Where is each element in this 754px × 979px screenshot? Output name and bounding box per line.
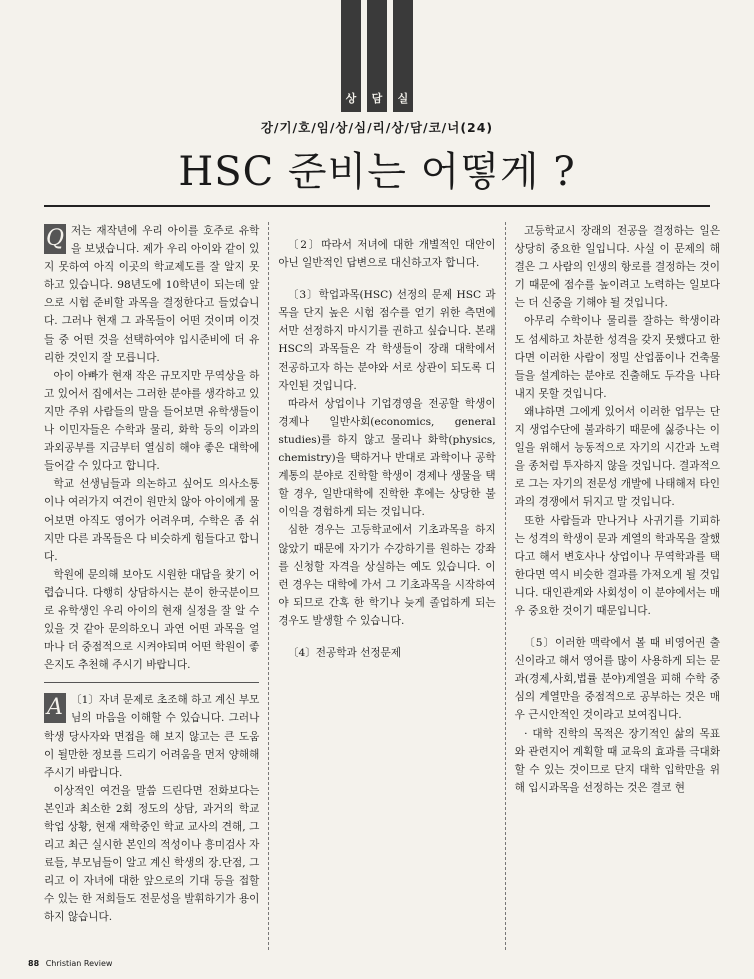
article-body [44, 222, 720, 950]
question-dropcap: Q [44, 224, 66, 254]
answer-paragraph: 〔1〕자녀 문제로 초조해 하고 계신 부모님의 마음을 이해할 수 있습니다. 그러나 학생 당사자와 면접을 해 보지 않고는 큰 도움이 될만한 정보를 드리기 어려움을 먼저 양해해 주시기 바랍니다. [44, 694, 260, 779]
section-tab-label: 담 [371, 92, 383, 105]
section-tab [341, 0, 361, 112]
answer-paragraph: 〔5〕이러한 맥락에서 볼 때 비영어권 출신이라고 해서 영어를 많이 사용하게 되는 문과(경제,사회,법률 분야)계열을 피해 수학 중심의 계열만을 중점적으로 공부하는 것은 매우 근시안적인 것이라고 보여집니다. [514, 637, 720, 722]
section-tab-label: 실 [397, 92, 409, 105]
qa-divider [44, 682, 259, 683]
answer-paragraph: 〔2〕따라서 저녀에 대한 개별적인 대안이 아닌 일반적인 답변으로 대신하고자 합니다. [278, 239, 496, 270]
answer-paragraph: 이상적인 여건을 말씀 드린다면 전화보다는 본인과 최소한 2회 정도의 상담, 과거의 학교 학업 상황, 현재 재학중인 학교 교사의 견해, 그리고 최근 실시한 본인의 적성이나 흥미검사 자료들, 부모님들이 알고 계신 학생의 장.단점, 그리고 이 자녀에 대한 앞으로의 기대 등을 접할 수 있는 한 저희들도 전문성을 발휘하기가 용이하지 않습니다. [44, 784, 260, 924]
column-subtitle: 강/기/호/임/상/심/리/상/담/코/너(24) [260, 120, 494, 135]
answer-paragraph: 또한 사람들과 만나거나 사귀기를 기피하는 성격의 학생이 문과 계열의 학과목을 잘했다고 해서 변호사나 상업이나 무역학과를 택한다면 역시 비슷한 결과를 가져오게 될 것입니다. 대인관계와 사회성이 이 분야에서는 매우 중요한 것이기 때문입니다. [514, 514, 720, 617]
article-title: HSC 준비는 어떻게 ? [178, 149, 576, 195]
title-divider [44, 205, 710, 207]
answer-paragraph: · 대학 진학의 목적은 장기적인 삶의 목표와 관련지어 계획할 때 교육의 효과를 극대화 할 수 있는 것이므로 단지 대학 입학만을 위해 입시과목을 선정하는 것은 결코 현 [514, 727, 720, 794]
page-number: 88 [28, 959, 40, 968]
answer-paragraph: 따라서 상업이나 기업경영을 전공할 학생이 경제나 일반사회(economics, general studies)를 하지 않고 물리나 화학(physics, chemistry)을 택하거나 반대로 과학이나 공학 계통의 분야로 진학할 학생이 경제나 생물을 택할 경우, 일반대학에 진학한 후에는 상당한 불이익을 경험하게 되는 것입니다. [278, 397, 496, 519]
answer-paragraph: 왜냐하면 그에게 있어서 이러한 업무는 단지 생업수단에 불과하기 때문에 싫증나는 이 일을 위해서 능동적으로 자기의 시간과 노력을 종처럼 투자하지 않을 것입니다. 결과적으로 그는 자기의 전문성 개발에 나태해져 타인과의 경쟁에서 뒤지고 말 것입니다. [514, 405, 720, 509]
section-tab [367, 0, 387, 112]
section-tab-label: 상 [345, 92, 357, 105]
question-paragraph: 학교 선생님들과 의논하고 싶어도 의사소통이나 여러가지 여건이 원만치 않아 아이에게 물어보면 아직도 영어가 어려우며, 수학은 좀 쉬지만 다른 과목들은 다 비슷하게 힘들다고 합니다. [44, 478, 260, 563]
column-1 [44, 222, 268, 950]
section-tab [393, 0, 413, 112]
column-3 [505, 222, 720, 950]
answer-paragraph: 〔3〕학업과목(HSC) 선정의 문제 HSC 과목을 단지 높은 시험 점수를 얻기 위한 측면에서만 선정하지 마시기를 권하고 싶습니다. 본래 HSC의 과목들은 각 학생들이 장래 대학에서 전공하고자 하는 분야와 서로 상관이 되도록 디자인된 것입니다. [278, 289, 496, 392]
answer-paragraph: 아무리 수학이나 물리를 잘하는 학생이라도 섬세하고 차분한 성격을 갖지 못했다고 한다면 이러한 사람이 정밀 산업품이나 건축물들을 설계하는 분야로 진출해도 두각을 나타내지 못할 것입니다. [514, 315, 720, 400]
answer-paragraph: 고등학교시 장래의 전공을 결정하는 일은 상당히 중요한 일입니다. 사실 이 문제의 해결은 그 사람의 인생의 항로를 결정하는 것이기 때문에 점수를 높이려고 노력하는 일보다는 더 신중을 기해야 될 것입니다. [514, 225, 720, 310]
answer-paragraph: 심한 경우는 고등학교에서 기초과목을 하지 않았기 때문에 자기가 수강하기를 원하는 강좌를 신청할 자격을 상실하는 예도 있습니다. 이런 경우는 대학에 가서 그 기초과목을 시작하여야 되므로 간혹 한 학기나 늦게 졸업하게 되는 경우도 발생할 수 있습니다. [278, 524, 496, 627]
column-2 [268, 222, 504, 950]
section-header-bars [341, 0, 413, 112]
answer-dropcap: A [44, 693, 66, 723]
question-paragraph: 저는 재작년에 우리 아이를 호주로 유학을 보냈습니다. 제가 우리 아이와 같이 있지 못하여 아직 이곳의 학교제도를 잘 알지 못하고 있습니다. 98년도에 10학년이 되는데 앞으로 시험 준비할 과목을 결정한다고 들었습니다. 그러나 현재 그 과목들이 어떤 것이며 이것들 중 어떤 것을 선택하여야 입시준비에 더 유리한 것인지 잘 모릅니다. [44, 225, 260, 364]
question-paragraph: 아이 아빠가 현재 작은 규모지만 무역상을 하고 있어서 집에서는 그러한 분야를 생각하고 있지만 주위 사람들의 말을 들어보면 유학생들이나 이민자들은 수학과 물리, 화학 등의 이과의 과외공부를 지금부터 열심히 해야 좋은 대학에 들어갈 수 있다고 합니다. [44, 369, 260, 473]
section-heading: 〔4〕전공학과 선정문제 [287, 646, 402, 659]
question-paragraph: 학원에 문의해 보아도 시원한 대답을 찾기 어렵습니다. 다행히 상담하시는 분이 한국분이므로 유학생인 우리 아이의 현재 실정을 잘 알 수 있을 것 같아 문의하오니 과연 어떤 과목을 얼마나 더 중점적으로 시켜야되며 어떤 학원이 좋은지도 추천해 주시기 바랍니다. [44, 568, 260, 672]
page-footer [28, 959, 112, 968]
magazine-name: Christian Review [45, 959, 113, 968]
